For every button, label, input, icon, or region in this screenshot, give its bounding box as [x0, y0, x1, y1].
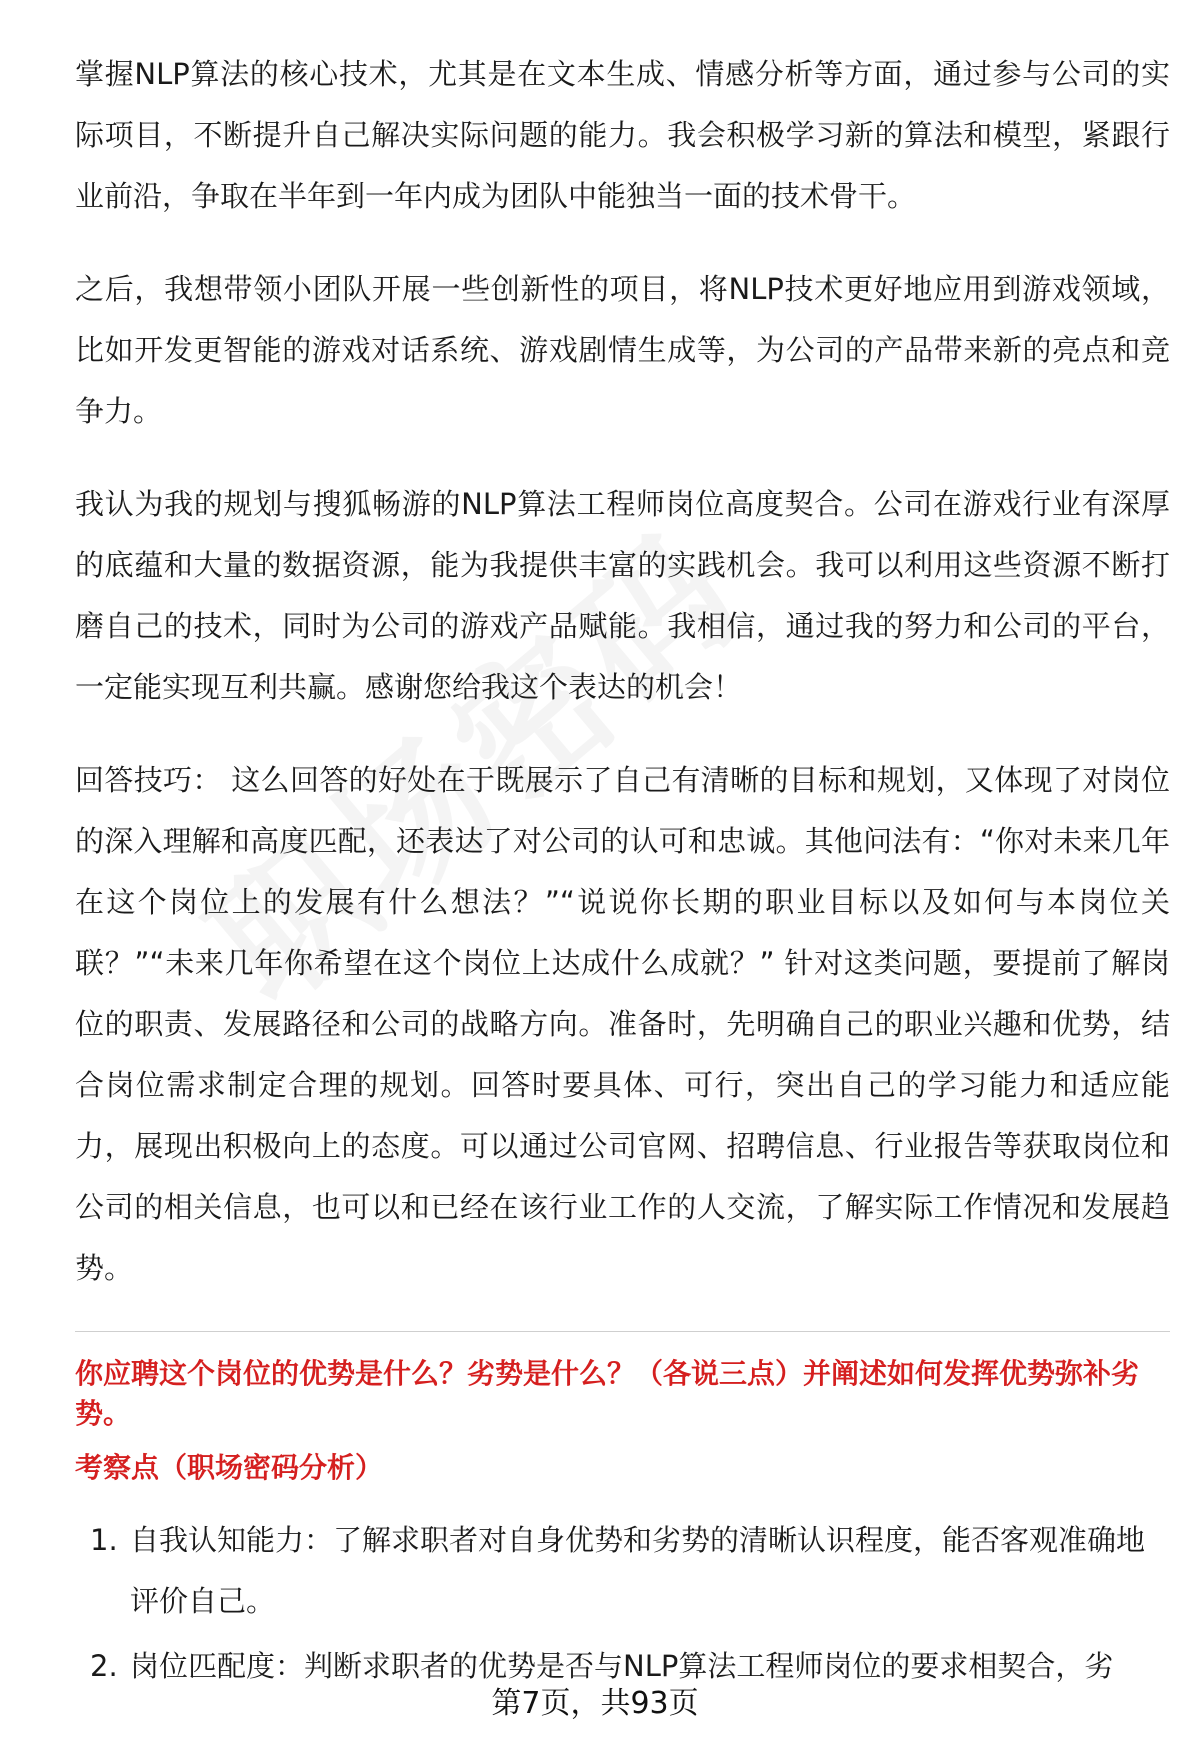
section-divider [75, 1331, 1170, 1332]
list-item-number: 1. [90, 1523, 118, 1557]
question-subheading: 考察点（职场密码分析） [75, 1451, 384, 1484]
list-item-text: 自我认知能力：了解求职者对自身优势和劣势的清晰认识程度，能否客观准确地评价自己。 [130, 1523, 1146, 1618]
paragraph-team-lead: 之后，我想带领小团队开展一些创新性的项目，将NLP技术更好地应用到游戏领域，比如开发更智能的游戏对话系统、游戏剧情生成等，为公司的产品带来新的亮点和竞争力。 [75, 272, 1170, 428]
paragraph-answer-tips: 回答技巧： 这么回答的好处在于既展示了自己有清晰的目标和规划，又体现了对岗位的深入理解和高度匹配，还表达了对公司的认可和忠诚。其他问法有：“你对未来几年在这个岗位上的发展有什么想法？”“说说你长期的职业目标以及如何与本岗位关联？”“未来几年你希望在这个岗位上达成什么成就？” 针对这类问题，要提前了解岗位的职责、发展路径和公司的战略方向。准备时，先明确自己的职业兴趣和优势，结合岗位需求制定合理的规划。回答时要具体、可行，突出自己的学习能力和适应能力，展现出积极向上的态度。可以通过公司官网、招聘信息、行业报告等获取岗位和公司的相关信息，也可以和已经在该行业工作的人交流，了解实际工作情况和发展趋势。 [75, 763, 1170, 1285]
list-item [75, 1510, 1170, 1632]
list-item-text: 岗位匹配度：判断求职者的优势是否与NLP算法工程师岗位的要求相契合，劣 [130, 1649, 1114, 1683]
page-number: 第7页，共93页 [491, 1686, 699, 1721]
question-title: 你应聘这个岗位的优势是什么？劣势是什么？（各说三点）并阐述如何发挥优势弥补劣势。 [75, 1357, 1140, 1430]
assessment-points-list [75, 1510, 1170, 1697]
document-body [75, 44, 1170, 1701]
paragraph-fit: 我认为我的规划与搜狐畅游的NLP算法工程师岗位高度契合。公司在游戏行业有深厚的底蕴和大量的数据资源，能为我提供丰富的实践机会。我可以利用这些资源不断打磨自己的技术，同时为公司的游戏产品赋能。我相信，通过我的努力和公司的平台，一定能实现互利共赢。感谢您给我这个表达的机会！ [75, 487, 1170, 704]
paragraph-plan: 掌握NLP算法的核心技术，尤其是在文本生成、情感分析等方面，通过参与公司的实际项目，不断提升自己解决实际问题的能力。我会积极学习新的算法和模型，紧跟行业前沿，争取在半年到一年内成为团队中能独当一面的技术骨干。 [75, 57, 1170, 213]
list-item-number: 2. [90, 1649, 118, 1683]
